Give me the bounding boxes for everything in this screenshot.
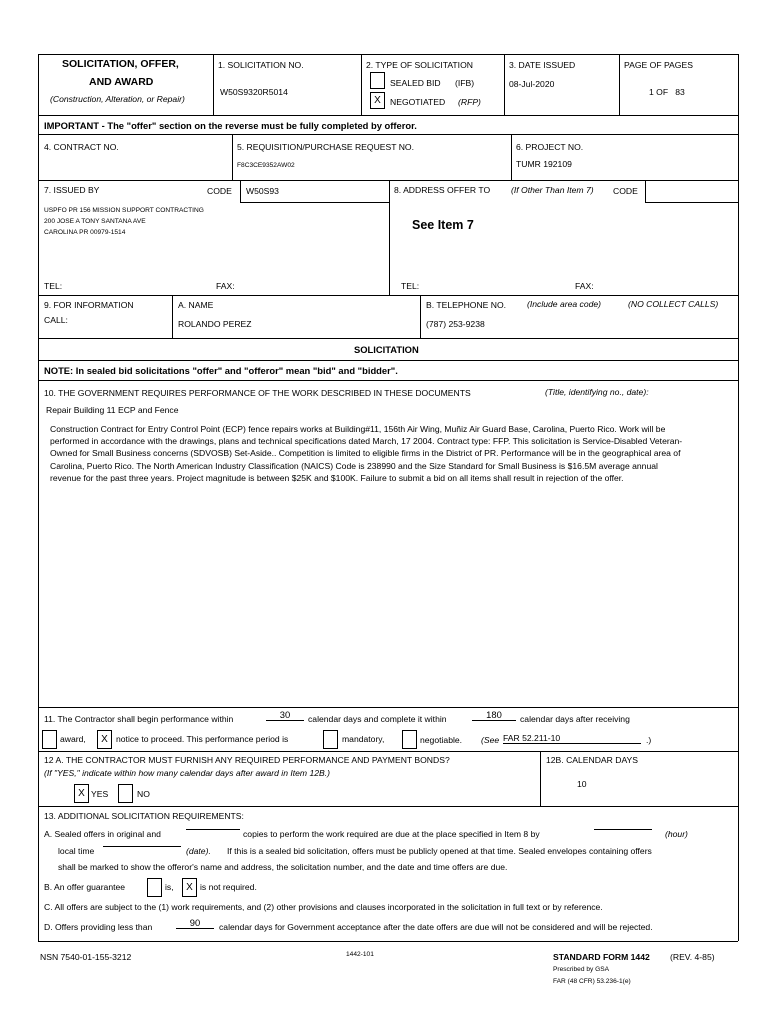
item13a-date: (date). xyxy=(186,846,211,856)
item13d-text: D. Offers providing less than xyxy=(44,922,153,932)
item13c-text: C. All offers are subject to the (1) work requirements, and (2) other provisions and clauses incorporated in the solicitation in full text or by reference. xyxy=(44,902,603,912)
rule xyxy=(738,54,739,941)
hour-blank[interactable] xyxy=(594,829,652,830)
rule xyxy=(38,338,738,339)
item11-text-b: calendar days and complete it within xyxy=(308,714,447,724)
begin-days-value: 30 xyxy=(266,710,304,721)
offer-to-note: (If Other Than Item 7) xyxy=(511,185,594,195)
rule xyxy=(38,751,738,752)
rule xyxy=(511,134,512,180)
rule xyxy=(38,707,738,708)
issued-address-line: USPFO PR 156 MISSION SUPPORT CONTRACTING xyxy=(44,207,204,214)
see-label: (See xyxy=(481,735,500,745)
negotiated-abbr: (RFP) xyxy=(458,97,481,107)
see-close: .) xyxy=(646,735,652,745)
item13b-text: B. An offer guarantee xyxy=(44,882,126,892)
page-of-pages-label: PAGE OF PAGES xyxy=(624,60,693,70)
rule xyxy=(38,54,39,941)
bonds-yes-checkbox[interactable]: X xyxy=(74,784,89,803)
revision-label: (REV. 4-85) xyxy=(670,952,715,962)
rule xyxy=(38,115,738,116)
item11-text-c: calendar days after receiving xyxy=(520,714,630,724)
info-label-line2: CALL: xyxy=(44,315,68,325)
item10-note: (Title, identifying no., date): xyxy=(545,387,649,397)
issued-address-line: 200 JOSE A TONY SANTANA AVE xyxy=(44,218,146,225)
item13d-text: calendar days for Government acceptance after the date offers are due will not be considered and will be rejected. xyxy=(219,922,653,932)
item13a-text: A. Sealed offers in original and xyxy=(44,829,161,839)
calendar-days-label: 12B. CALENDAR DAYS xyxy=(546,755,639,765)
offer-to-tel-label: TEL: xyxy=(401,281,420,291)
nsn-number: NSN 7540-01-155-3212 xyxy=(40,952,132,962)
info-name-value: ROLANDO PEREZ xyxy=(178,319,252,329)
info-tel-label: B. TELEPHONE NO. xyxy=(426,300,507,310)
rule xyxy=(240,180,241,202)
work-title: Repair Building 11 ECP and Fence xyxy=(46,405,179,415)
negotiated-checkbox[interactable]: X xyxy=(370,92,385,109)
section-heading: SOLICITATION xyxy=(354,344,419,355)
copies-blank[interactable] xyxy=(186,829,240,830)
date-blank[interactable] xyxy=(103,846,181,847)
rule xyxy=(38,941,738,942)
sealed-bid-abbr: (IFB) xyxy=(455,78,475,88)
guarantee-is-checkbox[interactable] xyxy=(147,878,162,897)
offer-to-label: 8. ADDRESS OFFER TO xyxy=(394,185,491,195)
bonds-yes-label: YES xyxy=(91,789,109,799)
rule xyxy=(38,380,738,381)
rule xyxy=(389,180,390,295)
contract-no-label: 4. CONTRACT NO. xyxy=(44,142,119,152)
mandatory-checkbox[interactable] xyxy=(323,730,338,749)
notice-to-proceed-checkbox[interactable]: X xyxy=(97,730,112,749)
rule xyxy=(420,295,421,338)
sealed-bid-note: NOTE: In sealed bid solicitations "offer" and "offeror" mean "bid" and "bidder". xyxy=(44,365,398,376)
sealed-bid-label: SEALED BID xyxy=(390,78,441,88)
guarantee-not-checkbox[interactable]: X xyxy=(182,878,197,897)
item13b-not: is not required. xyxy=(200,882,257,892)
rule xyxy=(38,295,738,296)
complete-days-value: 180 xyxy=(472,710,516,721)
requisition-value: F8C3CE9352AW02 xyxy=(237,162,295,169)
item13a-text: If this is a sealed bid solicitation, offers must be publicly opened at that time. Sealed envelopes containing offers xyxy=(227,846,652,856)
item13a-hour: (hour) xyxy=(665,829,688,839)
negotiable-checkbox[interactable] xyxy=(402,730,417,749)
issued-code-value: W50S93 xyxy=(246,186,279,196)
award-checkbox[interactable] xyxy=(42,730,57,749)
item13a-text: shall be marked to show the offeror's name and address, the solicitation number, and the date and time offers are due. xyxy=(58,862,508,872)
solicitation-type-label: 2. TYPE OF SOLICITATION xyxy=(366,60,473,70)
date-issued-label: 3. DATE ISSUED xyxy=(509,60,576,70)
item13a-text: copies to perform the work required are due at the place specified in Item 8 by xyxy=(243,829,540,839)
sealed-bid-checkbox[interactable] xyxy=(370,72,385,89)
far-reference: FAR 52.211-10 xyxy=(503,733,641,744)
item12-label: 12 A. THE CONTRACTOR MUST FURNISH ANY REQUIRED PERFORMANCE AND PAYMENT BONDS? xyxy=(44,755,450,765)
issued-address-line: CAROLINA PR 00979-1514 xyxy=(44,229,126,236)
form-subtitle: (Construction, Alteration, or Repair) xyxy=(50,94,185,104)
far-citation: FAR (48 CFR) 53.236-1(e) xyxy=(553,978,631,985)
project-no-value: TUMR 192109 xyxy=(516,159,572,169)
rule xyxy=(645,202,738,203)
rule xyxy=(38,54,738,55)
form-title: SOLICITATION, OFFER, xyxy=(62,58,179,70)
important-note: IMPORTANT - The "offer" section on the reverse must be fully completed by offeror. xyxy=(44,120,417,131)
rule xyxy=(38,806,738,807)
solicitation-no-label: 1. SOLICITATION NO. xyxy=(218,60,304,70)
form-title-line2: AND AWARD xyxy=(89,76,154,88)
solicitation-no-value: W50S9320R5014 xyxy=(220,87,288,97)
item12-note: (If "YES," indicate within how many calendar days after award in Item 12B.) xyxy=(44,768,331,778)
page-of-pages-value: 1 OF 83 xyxy=(649,87,685,97)
mandatory-label: mandatory, xyxy=(342,734,385,744)
rule xyxy=(619,54,620,115)
form-code: 1442-101 xyxy=(346,951,374,958)
rule xyxy=(213,54,214,115)
standard-form-label: STANDARD FORM 1442 xyxy=(553,952,650,962)
rule xyxy=(172,295,173,338)
negotiated-label: NEGOTIATED xyxy=(390,97,446,107)
project-no-label: 6. PROJECT NO. xyxy=(516,142,584,152)
info-tel-note: (Include area code) xyxy=(527,299,602,309)
calendar-days-value: 10 xyxy=(577,779,587,789)
work-description: Construction Contract for Entry Control Point (ECP) fence repairs works at Building#11, 156th Air Wing, Muñiz Air Guard Base, Carolina, Puerto Rico. Work will be performed in accordance with the drawings, plans and technical specifications dated March, 17 2004. Contract type: FFP. This solicitation is Service-Disabled Veteran-Owned for Small Business concerns (SDVOSB) Set-Aside.. Competition is limited to eligible firms in the District of PR. Performance will be in the geographical area of Carolina, Puerto Rico. The North American Industry Classification (NAICS) Code is 238990 and the Size Standard for Small Business is $16.5M average annual revenue for the past three years. Project magnitude is between $25K and $100K. Failure to submit a bid on all items shall result in rejection of the offer. xyxy=(50,424,683,483)
issued-by-label: 7. ISSUED BY xyxy=(44,185,100,195)
date-issued-value: 08-Jul-2020 xyxy=(509,79,555,89)
rule xyxy=(232,134,233,180)
notice-label: notice to proceed. This performance period is xyxy=(116,734,289,744)
acceptance-days-value: 90 xyxy=(176,918,214,929)
item11-text-a: 11. The Contractor shall begin performance within xyxy=(44,714,234,724)
rule xyxy=(38,134,738,135)
issued-fax-label: FAX: xyxy=(216,281,235,291)
issued-code-label: CODE xyxy=(207,186,232,196)
issued-tel-label: TEL: xyxy=(44,281,63,291)
negotiable-label: negotiable. xyxy=(420,735,463,745)
info-collect-note: (NO COLLECT CALLS) xyxy=(628,299,719,309)
info-tel-value: (787) 253-9238 xyxy=(426,319,485,329)
item13-label: 13. ADDITIONAL SOLICITATION REQUIREMENTS: xyxy=(44,811,244,821)
rule xyxy=(38,180,738,181)
rule xyxy=(540,751,541,806)
rule xyxy=(645,180,646,202)
item10-label: 10. THE GOVERNMENT REQUIRES PERFORMANCE OF THE WORK DESCRIBED IN THESE DOCUMENTS xyxy=(44,388,471,398)
item13b-is: is, xyxy=(165,882,174,892)
offer-to-code-label: CODE xyxy=(613,186,638,196)
rule xyxy=(38,360,738,361)
bonds-no-label: NO xyxy=(137,789,150,799)
bonds-no-checkbox[interactable] xyxy=(118,784,133,803)
rule xyxy=(504,54,505,115)
award-label: award, xyxy=(60,734,86,744)
prescribed-by: Prescribed by GSA xyxy=(553,966,610,973)
item13a-text: local time xyxy=(58,846,95,856)
info-label: 9. FOR INFORMATION xyxy=(44,300,134,310)
rule xyxy=(361,54,362,115)
info-name-label: A. NAME xyxy=(178,300,214,310)
rule xyxy=(240,202,389,203)
offer-to-fax-label: FAX: xyxy=(575,281,594,291)
requisition-label: 5. REQUISITION/PURCHASE REQUEST NO. xyxy=(237,142,414,152)
offer-to-value: See Item 7 xyxy=(412,218,474,232)
